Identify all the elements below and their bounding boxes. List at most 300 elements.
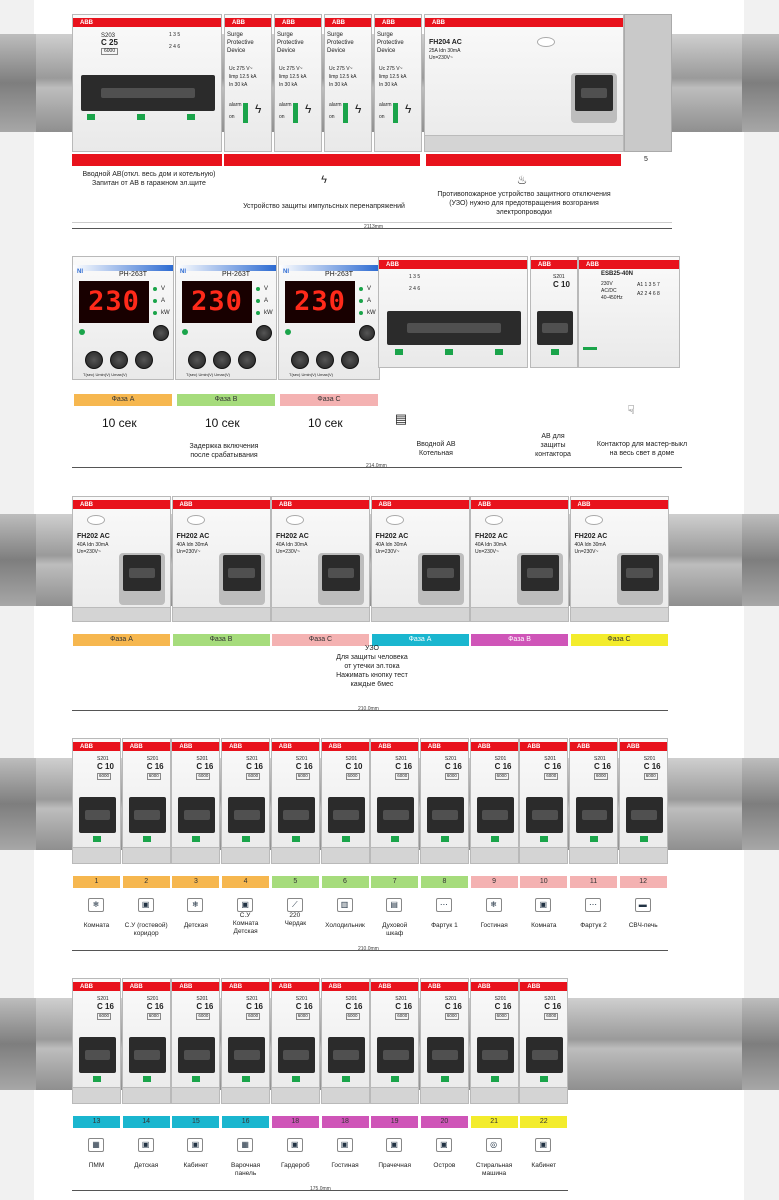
spd-status-window bbox=[393, 103, 398, 123]
voltage-relay[interactable] bbox=[278, 256, 380, 380]
setting-knob[interactable] bbox=[238, 351, 256, 369]
rcd-model: FH204 AC bbox=[429, 39, 462, 46]
rcd-base bbox=[471, 607, 568, 621]
rcd-fh202[interactable] bbox=[470, 496, 569, 622]
contactor-breaker[interactable] bbox=[530, 256, 578, 368]
status-indicator bbox=[540, 836, 548, 842]
breaker-handle[interactable] bbox=[278, 797, 315, 833]
phase-tag: Фаза A bbox=[73, 634, 170, 646]
breaker-handle[interactable] bbox=[427, 797, 464, 833]
dimension-text: 214.0mm bbox=[366, 463, 387, 469]
indicator-label: V bbox=[161, 286, 166, 292]
breaker-base bbox=[471, 1087, 518, 1103]
breaker-handle[interactable] bbox=[79, 797, 116, 833]
breaker-capacity: 6000 bbox=[101, 48, 118, 55]
breaker-handle[interactable] bbox=[427, 1037, 464, 1073]
breaker-base bbox=[620, 847, 667, 863]
abb-logo: ABB bbox=[176, 983, 195, 991]
appliance-icon: ❄ bbox=[187, 898, 203, 912]
circuit-breaker[interactable] bbox=[122, 978, 171, 1104]
rcd-model: FH202 AC bbox=[276, 533, 309, 540]
breaker-rating: C 16 bbox=[246, 762, 263, 771]
blank-module bbox=[624, 14, 672, 152]
rcd-base bbox=[73, 607, 170, 621]
breaker-handle[interactable] bbox=[526, 1037, 563, 1073]
relay-model: PH-263T bbox=[325, 271, 354, 278]
rcd-handle[interactable] bbox=[123, 555, 161, 591]
circuit-breaker[interactable] bbox=[271, 978, 320, 1104]
circuit-breaker[interactable] bbox=[171, 978, 220, 1104]
breaker-capacity: 6000 bbox=[198, 1013, 209, 1018]
breaker-capacity: 6000 bbox=[347, 1013, 358, 1018]
voltage-display: 230 bbox=[182, 281, 252, 323]
contactor-pins: A1 1 3 5 7 A2 2 4 6 8 bbox=[637, 282, 660, 297]
dimension-text: 210.0mm bbox=[358, 706, 379, 712]
circuit-number: 21 bbox=[471, 1116, 518, 1128]
breaker-handle[interactable] bbox=[477, 797, 514, 833]
circuit-breaker[interactable] bbox=[370, 978, 419, 1104]
label-strip bbox=[72, 154, 222, 166]
rcd-model: FH202 AC bbox=[574, 533, 608, 540]
circuit-number: 22 bbox=[520, 1116, 567, 1128]
indicator-led bbox=[256, 287, 260, 291]
abb-logo: ABB bbox=[226, 743, 245, 751]
circuit-breaker[interactable] bbox=[420, 738, 469, 864]
row-4 bbox=[34, 736, 744, 960]
breaker-series: S201 bbox=[295, 996, 308, 1002]
spd-t2: In 30 kA bbox=[229, 82, 248, 88]
abb-logo: ABB bbox=[279, 19, 298, 27]
phase-tag: Фаза A bbox=[372, 634, 469, 646]
breaker-capacity: 6000 bbox=[198, 773, 209, 778]
breaker-capacity: 6000 bbox=[496, 773, 507, 778]
breaker-capacity: 6000 bbox=[99, 773, 110, 778]
spd-t1: limp 12.5 kA bbox=[279, 74, 307, 80]
circuit-caption: Комната bbox=[531, 922, 557, 929]
breaker-handle[interactable] bbox=[576, 797, 613, 833]
surge-icon: ϟ bbox=[321, 174, 327, 186]
status-indicator bbox=[590, 836, 598, 842]
abb-logo: ABB bbox=[524, 983, 543, 991]
lightning-icon: ϟ bbox=[255, 102, 262, 116]
test-button[interactable] bbox=[585, 515, 603, 525]
breaker-base bbox=[471, 847, 518, 863]
breaker-base bbox=[123, 847, 170, 863]
setting-knob[interactable] bbox=[316, 351, 334, 369]
status-indicator bbox=[551, 349, 559, 355]
spd-alarm: alarm bbox=[329, 102, 342, 108]
contactor-model: ESB25-40N bbox=[601, 271, 634, 277]
breaker-handle[interactable] bbox=[328, 1037, 365, 1073]
lightning-icon: ϟ bbox=[355, 102, 362, 116]
status-indicator bbox=[143, 836, 151, 842]
abb-logo: ABB bbox=[583, 261, 602, 269]
circuit-number: 2 bbox=[123, 876, 170, 888]
abb-logo: ABB bbox=[127, 743, 146, 751]
circuit-caption: ПММ bbox=[88, 1162, 105, 1169]
breaker-poles: 1 3 5 bbox=[409, 274, 421, 280]
divider bbox=[72, 222, 672, 223]
phase-tag: Фаза C bbox=[272, 634, 369, 646]
status-indicator bbox=[640, 836, 648, 842]
spd-status-window bbox=[343, 103, 348, 123]
surge-protective-device[interactable] bbox=[274, 14, 322, 152]
indicator-led bbox=[256, 311, 260, 315]
breaker-rating: C 16 bbox=[295, 762, 313, 771]
breaker-rating: C 16 bbox=[196, 762, 214, 771]
indicator-label: A bbox=[367, 298, 372, 304]
abb-logo: ABB bbox=[575, 501, 594, 509]
circuit-number: 8 bbox=[421, 876, 468, 888]
circuit-number: 9 bbox=[471, 876, 518, 888]
rcd-handle[interactable] bbox=[521, 555, 559, 591]
breaker-rating: C 16 bbox=[444, 1002, 462, 1011]
spd-uc: Uc 275 V~ bbox=[229, 66, 253, 72]
indicator-label: kW bbox=[367, 310, 376, 316]
surge-protective-device[interactable] bbox=[224, 14, 272, 152]
status-indicator bbox=[187, 114, 195, 120]
rcd-un: Un=230V~ bbox=[574, 549, 599, 555]
test-button[interactable] bbox=[286, 515, 304, 525]
phase-tag: Фаза B bbox=[471, 634, 568, 646]
lightning-icon: ϟ bbox=[405, 102, 412, 116]
rcd-handle[interactable] bbox=[223, 555, 261, 591]
abb-logo: ABB bbox=[276, 501, 295, 509]
circuit-caption: СВЧ-печь bbox=[628, 922, 658, 929]
appliance-icon: ▣ bbox=[535, 1138, 551, 1152]
breaker-base bbox=[272, 1087, 319, 1103]
abb-logo: ABB bbox=[77, 501, 96, 509]
setting-knob[interactable] bbox=[291, 351, 309, 369]
rcd-spec: 40A Idn 30mA bbox=[574, 542, 606, 548]
note-rcd: Противопожарное устройство защитного отключения (УЗО) нужно для предотвращения возгорания электропроводки bbox=[437, 191, 611, 216]
note-delay: Задержка включения после срабатывания bbox=[189, 443, 259, 459]
dimension-text: 2113mm bbox=[364, 224, 384, 230]
appliance-icon: ▦ bbox=[88, 1138, 104, 1152]
label-strip bbox=[224, 154, 420, 166]
breaker-capacity: 6000 bbox=[347, 773, 358, 778]
breaker-handle[interactable] bbox=[278, 1037, 315, 1073]
breaker-handle[interactable] bbox=[129, 797, 166, 833]
indicator-label: V bbox=[367, 286, 372, 292]
appliance-icon: ▣ bbox=[287, 1138, 303, 1152]
breaker-series: S201 bbox=[295, 756, 308, 762]
indicator-label: A bbox=[264, 298, 269, 304]
spd-status-window bbox=[243, 103, 248, 123]
breaker-series: S201 bbox=[643, 756, 656, 762]
test-button[interactable] bbox=[537, 37, 555, 47]
breaker-base bbox=[222, 847, 269, 863]
circuit-breaker[interactable] bbox=[171, 738, 220, 864]
status-indicator bbox=[342, 1076, 350, 1082]
breaker-handle[interactable] bbox=[328, 797, 365, 833]
rcd-red-strip bbox=[425, 18, 623, 27]
breaker-handle[interactable] bbox=[228, 797, 265, 833]
abb-logo: ABB bbox=[329, 19, 348, 27]
indicator-led bbox=[153, 299, 157, 303]
appliance-icon: ▤ bbox=[386, 898, 402, 912]
breaker-capacity: 6000 bbox=[397, 773, 408, 778]
breaker-series: S201 bbox=[444, 756, 457, 762]
circuit-caption: Холодильник bbox=[325, 922, 365, 929]
abb-logo: ABB bbox=[475, 983, 494, 991]
appliance-icon: ▥ bbox=[337, 898, 353, 912]
status-indicator bbox=[292, 1076, 300, 1082]
breaker-series: S201 bbox=[494, 756, 507, 762]
circuit-breaker[interactable] bbox=[519, 978, 568, 1104]
abb-logo: ABB bbox=[276, 743, 295, 751]
circuit-number: 7 bbox=[371, 876, 418, 888]
indicator-led bbox=[359, 287, 363, 291]
rcd-handle[interactable] bbox=[322, 555, 360, 591]
breaker-handle[interactable] bbox=[79, 1037, 116, 1073]
spd-title: Surge Protective Device bbox=[277, 32, 304, 54]
breaker-series: S203 bbox=[101, 33, 116, 39]
note-spd: Устройство защиты импульсных перенапряжений bbox=[243, 203, 405, 210]
breaker-series: S201 bbox=[345, 996, 358, 1002]
breaker-rating: C 16 bbox=[444, 762, 462, 771]
circuit-breaker[interactable] bbox=[321, 978, 370, 1104]
rcd-base bbox=[425, 135, 623, 151]
status-indicator bbox=[491, 836, 499, 842]
spd-t1: limp 12.5 kA bbox=[379, 74, 407, 80]
spd-title: Surge Protective Device bbox=[377, 32, 404, 54]
breaker-rating: C 10 bbox=[97, 762, 114, 771]
rcd-fh202[interactable] bbox=[371, 496, 470, 622]
relay-model: PH-263T bbox=[119, 271, 148, 278]
note-contactor: Контактор для мастер-выкл на весь свет в доме bbox=[596, 441, 688, 457]
rcd-model: FH202 AC bbox=[176, 533, 210, 540]
rcd-spec: 40A Idn 30mA bbox=[475, 542, 507, 548]
breaker-base bbox=[172, 847, 219, 863]
circuit-breaker[interactable] bbox=[221, 978, 270, 1104]
module-number: 5 bbox=[644, 156, 648, 163]
rcd-un: Un=230V~ bbox=[276, 549, 300, 555]
status-indicator bbox=[495, 349, 503, 355]
breaker-handle[interactable] bbox=[387, 311, 521, 345]
rcd-base bbox=[372, 607, 469, 621]
rcd-handle[interactable] bbox=[422, 555, 460, 591]
dimension-text: 175.0mm bbox=[310, 1186, 331, 1192]
menu-button[interactable] bbox=[153, 325, 169, 341]
appliance-icon: ▣ bbox=[386, 1138, 402, 1152]
setting-knob[interactable] bbox=[85, 351, 103, 369]
breaker-base bbox=[421, 847, 468, 863]
setting-knob[interactable] bbox=[110, 351, 128, 369]
circuit-breaker[interactable] bbox=[72, 978, 121, 1104]
status-indicator bbox=[242, 1076, 250, 1082]
setting-knob[interactable] bbox=[213, 351, 231, 369]
circuit-number: 11 bbox=[570, 876, 617, 888]
breaker-handle[interactable] bbox=[81, 75, 215, 111]
power-led bbox=[285, 329, 291, 335]
breaker-rating: C 25 bbox=[101, 38, 118, 47]
status-indicator bbox=[143, 1076, 151, 1082]
rcd-fh202[interactable] bbox=[570, 496, 669, 622]
spd-alarm: alarm bbox=[229, 102, 242, 108]
spd-on: on bbox=[379, 114, 385, 120]
setting-knob[interactable] bbox=[135, 351, 153, 369]
breaker-series: S201 bbox=[544, 756, 556, 762]
test-button[interactable] bbox=[87, 515, 105, 525]
rcd-base bbox=[173, 607, 270, 621]
main-breaker[interactable] bbox=[72, 14, 222, 152]
boiler-breaker[interactable] bbox=[378, 256, 528, 368]
abb-logo: ABB bbox=[535, 261, 554, 269]
circuit-caption: Комната Детская bbox=[232, 920, 259, 935]
breaker-rating: C 16 bbox=[643, 762, 661, 771]
circuit-breaker[interactable] bbox=[271, 738, 320, 864]
circuit-breaker[interactable] bbox=[321, 738, 370, 864]
breaker-base bbox=[222, 1087, 269, 1103]
abb-logo: ABB bbox=[379, 19, 398, 27]
spd-title: Surge Protective Device bbox=[227, 32, 254, 54]
breaker-rating: C 16 bbox=[196, 1002, 214, 1011]
circuit-breaker[interactable] bbox=[370, 738, 419, 864]
breaker-series: S201 bbox=[246, 756, 258, 762]
circuit-number: 4 bbox=[222, 876, 269, 888]
breaker-handle[interactable] bbox=[626, 797, 663, 833]
label-strip bbox=[426, 154, 621, 166]
breaker-capacity: 6000 bbox=[297, 1013, 308, 1018]
rcd-fh202[interactable] bbox=[271, 496, 370, 622]
circuit-caption: Фартук 2 bbox=[580, 922, 607, 929]
breaker-handle[interactable] bbox=[377, 797, 414, 833]
circuit-number: 12 bbox=[620, 876, 667, 888]
rcd-fh202[interactable] bbox=[72, 496, 171, 622]
breaker-handle[interactable] bbox=[526, 797, 563, 833]
breaker-capacity: 6000 bbox=[596, 773, 607, 778]
circuit-breaker[interactable] bbox=[619, 738, 668, 864]
breaker-handle[interactable] bbox=[228, 1037, 265, 1073]
voltage-relay[interactable] bbox=[72, 256, 174, 380]
circuit-breaker[interactable] bbox=[221, 738, 270, 864]
contactor-esb25[interactable] bbox=[578, 256, 680, 368]
status-indicator bbox=[87, 114, 95, 120]
rcd-fh204[interactable] bbox=[424, 14, 624, 152]
breaker-series: S201 bbox=[345, 756, 358, 762]
breaker-rating: C 16 bbox=[97, 1002, 114, 1011]
indicator-label: V bbox=[264, 286, 269, 292]
phase-tag: Фаза A bbox=[74, 394, 172, 406]
menu-button[interactable] bbox=[256, 325, 272, 341]
spd-on: on bbox=[279, 114, 285, 120]
circuit-caption: Комната bbox=[83, 922, 110, 929]
indicator-led bbox=[359, 299, 363, 303]
appliance-icon: ▣ bbox=[138, 1138, 154, 1152]
abb-logo: ABB bbox=[127, 983, 146, 991]
appliance-icon: ▣ bbox=[237, 898, 253, 912]
breaker-handle[interactable] bbox=[377, 1037, 414, 1073]
breaker-base bbox=[371, 1087, 418, 1103]
circuit-number: 5 bbox=[272, 876, 319, 888]
breaker-base bbox=[371, 847, 418, 863]
setting-knob[interactable] bbox=[188, 351, 206, 369]
circuit-breaker[interactable] bbox=[420, 978, 469, 1104]
breaker-handle[interactable] bbox=[537, 311, 573, 345]
circuit-breaker[interactable] bbox=[470, 738, 519, 864]
circuit-breaker[interactable] bbox=[569, 738, 618, 864]
breaker-handle[interactable] bbox=[178, 1037, 215, 1073]
rcd-model: FH202 AC bbox=[475, 533, 508, 540]
breaker-capacity: 6000 bbox=[99, 1013, 110, 1018]
rcd-fh202[interactable] bbox=[172, 496, 271, 622]
fire-icon: ♨ bbox=[516, 173, 528, 187]
breaker-capacity: 6000 bbox=[397, 1013, 408, 1018]
menu-button[interactable] bbox=[359, 325, 375, 341]
rcd-spec: 25A Idn 30mA bbox=[429, 48, 461, 54]
breaker-handle[interactable] bbox=[477, 1037, 514, 1073]
status-indicator bbox=[441, 1076, 449, 1082]
breaker-rating: C 16 bbox=[395, 1002, 413, 1011]
breaker-base bbox=[322, 847, 369, 863]
voltage-display: 230 bbox=[285, 281, 355, 323]
surge-protective-device[interactable] bbox=[324, 14, 372, 152]
breaker-capacity: 6000 bbox=[248, 1013, 259, 1018]
contactor-indicator bbox=[583, 347, 597, 350]
setting-knob[interactable] bbox=[341, 351, 359, 369]
breaker-series: S201 bbox=[97, 996, 109, 1002]
appliance-icon: ❄ bbox=[88, 898, 104, 912]
appliance-icon: ⋯ bbox=[436, 898, 452, 912]
appliance-icon: ▦ bbox=[237, 1138, 253, 1152]
spd-t2: In 30 kA bbox=[279, 82, 298, 88]
test-button[interactable] bbox=[187, 515, 205, 525]
icon-caption: С.У bbox=[239, 912, 251, 919]
relay-logo: NI bbox=[180, 269, 186, 275]
abb-logo: ABB bbox=[77, 983, 96, 991]
appliance-icon: ◎ bbox=[486, 1138, 502, 1152]
circuit-breaker[interactable] bbox=[122, 738, 171, 864]
rcd-handle[interactable] bbox=[621, 555, 659, 591]
circuit-number: 18 bbox=[272, 1116, 319, 1128]
abb-logo: ABB bbox=[475, 743, 494, 751]
surge-protective-device[interactable] bbox=[374, 14, 422, 152]
status-indicator bbox=[192, 836, 200, 842]
circuit-breaker[interactable] bbox=[470, 978, 519, 1104]
breaker-handle[interactable] bbox=[178, 797, 215, 833]
rcd-un: Un=230V~ bbox=[176, 549, 201, 555]
circuit-breaker[interactable] bbox=[519, 738, 568, 864]
delay-value: 10 сек bbox=[205, 416, 240, 430]
rcd-spec: 40A Idn 30mA bbox=[276, 542, 308, 548]
rcd-un: Un=230V~ bbox=[77, 549, 101, 555]
abb-logo: ABB bbox=[226, 983, 245, 991]
status-indicator bbox=[491, 1076, 499, 1082]
appliance-icon: ❄ bbox=[486, 898, 502, 912]
voltage-relay[interactable] bbox=[175, 256, 277, 380]
breaker-capacity: 6000 bbox=[645, 773, 656, 778]
breaker-poles-bottom: 2 4 6 bbox=[169, 44, 181, 50]
rcd-model: FH202 AC bbox=[77, 533, 110, 540]
circuit-caption: Прачечная bbox=[378, 1162, 412, 1169]
abb-logo: ABB bbox=[276, 983, 295, 991]
power-led bbox=[79, 329, 85, 335]
test-button[interactable] bbox=[485, 515, 503, 525]
breaker-rating: C 16 bbox=[146, 1002, 164, 1011]
voltage-display: 230 bbox=[79, 281, 149, 323]
breaker-series: S201 bbox=[196, 996, 209, 1002]
phase-tag: Фаза B bbox=[173, 634, 270, 646]
test-button[interactable] bbox=[386, 515, 404, 525]
breaker-series: S201 bbox=[544, 996, 556, 1002]
circuit-breaker[interactable] bbox=[72, 738, 121, 864]
rcd-handle[interactable] bbox=[575, 75, 613, 111]
abb-logo: ABB bbox=[425, 983, 444, 991]
spd-t1: limp 12.5 kA bbox=[329, 74, 357, 80]
phase-tag: Фаза B bbox=[177, 394, 275, 406]
breaker-handle[interactable] bbox=[129, 1037, 166, 1073]
